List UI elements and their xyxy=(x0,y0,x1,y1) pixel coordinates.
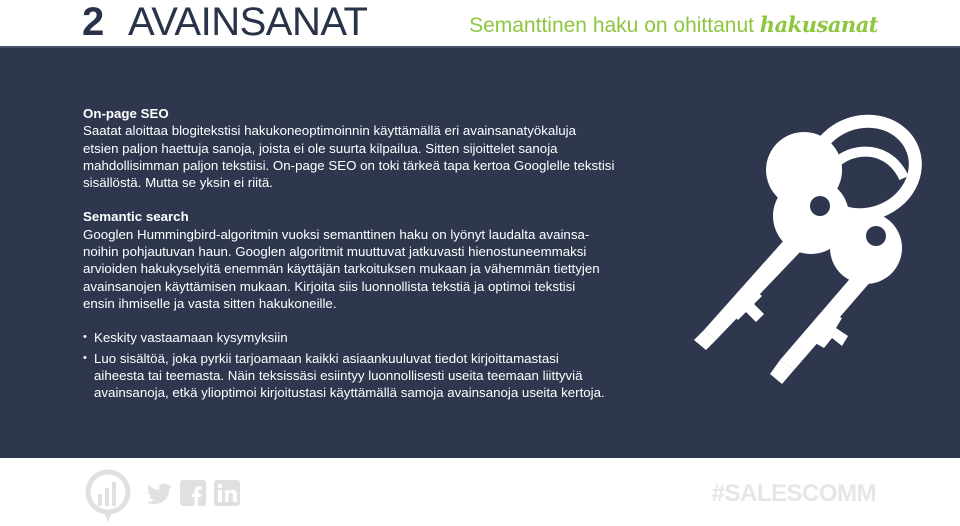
content-text xyxy=(83,105,683,404)
section-line: sisällöstä. Mutta se yksin ei riitä. xyxy=(83,175,273,191)
logo-icon xyxy=(84,468,134,524)
section-line: arvioiden hakukyselyitä enemmän käyttäjän tarkoituksen mukaan ja vähemmän tiettyjen xyxy=(83,261,600,277)
footer xyxy=(0,458,960,526)
section-line: Googlen Hummingbird-algoritmin vuoksi semanttinen haku on lyönyt laudalta avainsa- xyxy=(83,226,590,242)
bullet-line: avainsanoja, etkä ylioptimoi kirjoitustasi käyttämällä samoja avainsanoja useita kertoja. xyxy=(94,385,605,401)
bullet-dot-icon: • xyxy=(83,351,87,364)
bullet-line: aiheesta tai teemasta. Näin teksissäsi esiintyy luonnollisesti useita teemaan liittyviä xyxy=(94,367,583,383)
hashtag-label: #SALESCOMM xyxy=(711,480,876,507)
bullet-line: Keskity vastaamaan kysymyksiin xyxy=(94,330,288,346)
section-heading: Semantic search xyxy=(83,209,189,225)
section-line: noihin pohjautuvan haun. Googlen algoritmit muuttuvat jatkuvasti hienostuneemmaksi xyxy=(83,244,587,260)
linkedin-icon[interactable] xyxy=(214,480,240,506)
keys-illustration-icon xyxy=(686,108,936,398)
section-line: avainsanojen käyttämisen mukaan. Kirjoita siis luonnollista tekstiä ja optimoi tekstisi xyxy=(83,278,576,294)
section-number: 2 xyxy=(82,0,104,44)
twitter-icon[interactable] xyxy=(148,480,174,506)
section-line: ensin ihmiselle ja vasta sitten hakukoneille. xyxy=(83,295,337,311)
bullet-item xyxy=(83,329,683,346)
section-heading: On-page SEO xyxy=(83,106,169,121)
header xyxy=(0,0,960,46)
section-line: Saatat aloittaa blogitekstisi hakukoneoptimoinnin käyttämällä eri avainsanatyökaluja xyxy=(83,123,577,139)
section-line: mahdollisimman paljon tekstiisi. On-page SEO on toki tärkeä tapa kertoa Googlelle tekstisi xyxy=(83,157,615,173)
tagline-text: Semanttinen haku on ohittanut xyxy=(469,14,754,37)
facebook-icon[interactable] xyxy=(180,480,206,506)
section-line: etsien paljon haettuja sanoja, joista ei ole suurta kilpailua. Sitten sijoittelet sanoja xyxy=(83,140,558,156)
bullet-line: Luo sisältöä, joka pyrkii tarjoamaan kaikki asiaankuuluvat tiedot kirjoittamastasi xyxy=(94,350,559,366)
bullet-list xyxy=(83,329,683,401)
section-onpage-seo xyxy=(83,105,683,191)
section-semantic-search xyxy=(83,208,683,312)
bullet-item xyxy=(83,350,683,402)
tagline xyxy=(469,12,878,39)
bullet-dot-icon: • xyxy=(83,331,87,344)
tagline-script-word: hakusanat xyxy=(759,12,878,37)
section-title: AVAINSANAT xyxy=(128,0,368,44)
